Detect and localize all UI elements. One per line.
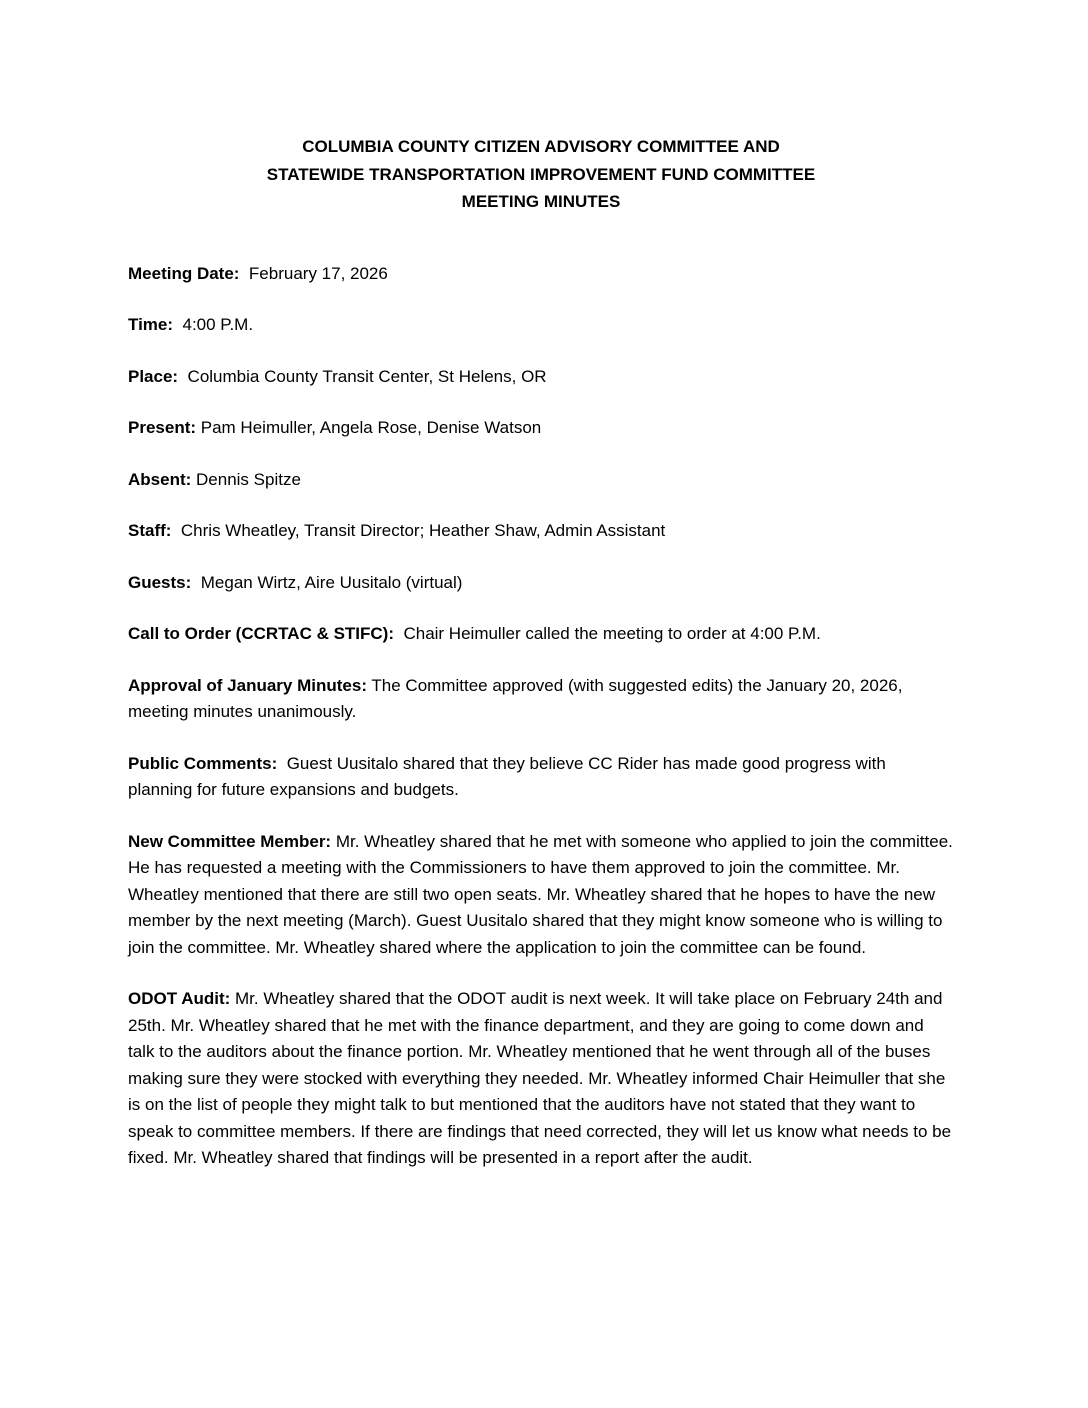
minutes-sections xyxy=(128,621,958,1172)
field-time-label: Time: xyxy=(128,315,174,334)
section-approval-of-january-minutes xyxy=(128,673,954,726)
section-new-committee-member-label: New Committee Member: xyxy=(128,831,332,851)
section-approval-label: Approval of January Minutes: xyxy=(128,675,367,695)
section-approval-body: The Committee approved (with suggested edits) the January 20, 2026, meeting minutes unanimously. xyxy=(128,675,908,721)
field-absent-label: Absent: xyxy=(128,469,192,489)
section-odot-audit xyxy=(128,986,954,1172)
meeting-metadata xyxy=(128,261,954,597)
field-staff-value: Chris Wheatley, Transit Director; Heather Shaw, Admin Assistant xyxy=(171,521,666,540)
section-call-to-order xyxy=(128,621,954,648)
field-absent xyxy=(128,467,954,494)
title-line-2: STATEWIDE TRANSPORTATION IMPROVEMENT FUND COMMITTEE xyxy=(266,164,816,184)
section-call-to-order-label: Call to Order (CCRTAC & STIFC): xyxy=(128,624,395,643)
field-time-value: 4:00 P.M. xyxy=(173,315,254,334)
title-line-3: MEETING MINUTES xyxy=(461,192,621,211)
field-staff-label: Staff: xyxy=(128,521,172,540)
field-meeting-date xyxy=(128,261,954,288)
document-title xyxy=(128,133,954,216)
section-public-comments xyxy=(128,751,954,804)
section-public-comments-label: Public Comments: xyxy=(128,753,278,773)
field-present-value: Pam Heimuller, Angela Rose, Denise Watson xyxy=(196,418,542,437)
section-public-comments-body: Guest Uusitalo shared that they believe CC Rider has made good progress with planning for future expansions and budgets. xyxy=(128,753,891,799)
field-present-label: Present: xyxy=(128,418,197,437)
section-call-to-order-body: Chair Heimuller called the meeting to order at 4:00 P.M. xyxy=(394,624,821,643)
field-place xyxy=(128,364,954,391)
title-line-1: COLUMBIA COUNTY CITIZEN ADVISORY COMMITTEE AND xyxy=(302,137,780,156)
field-time xyxy=(128,312,954,339)
field-guests xyxy=(128,570,954,597)
field-guests-label: Guests: xyxy=(128,572,192,592)
field-guests-value: Megan Wirtz, Aire Uusitalo (virtual) xyxy=(191,572,463,592)
field-present xyxy=(128,415,954,442)
section-odot-audit-body: Mr. Wheatley shared that the ODOT audit is next week. It will take place on February 24th and 25th. Mr. Wheatley shared that he met with the finance department, and they are going to come down and talk to the auditors about the finance portion. Mr. Wheatley mentioned that he went through all of the buses making sure they were stocked with everything they needed. Mr. Wheatley informed Chair Heimuller that she is on the list of people they might talk to but mentioned that the auditors have not stated that they want to speak to committee members. If there are findings that need corrected, they will let us know what needs to be fixed. Mr. Wheatley shared that findings will be presented in a report after the audit. xyxy=(128,989,956,1167)
field-place-label: Place: xyxy=(128,366,179,386)
field-staff xyxy=(128,518,954,545)
field-meeting-date-value: February 17, 2026 xyxy=(239,263,388,283)
section-odot-audit-label: ODOT Audit: xyxy=(128,989,231,1008)
section-new-committee-member-body: Mr. Wheatley shared that he met with someone who applied to join the committee. He has requested a meeting with the Commissioners to have them approved to join the committee. Mr. Wheatley mentioned that there are still two open seats. Mr. Wheatley shared that he hopes to have the new member by the next meeting (March). Guest Uusitalo shared that they might know someone who is willing to join the committee. Mr. Wheatley shared where the application to join the committee can be found. xyxy=(128,831,958,957)
field-place-value: Columbia County Transit Center, St Helens, OR xyxy=(178,366,547,386)
section-new-committee-member xyxy=(128,829,958,962)
field-meeting-date-label: Meeting Date: xyxy=(128,263,240,283)
field-absent-value: Dennis Spitze xyxy=(191,469,301,489)
